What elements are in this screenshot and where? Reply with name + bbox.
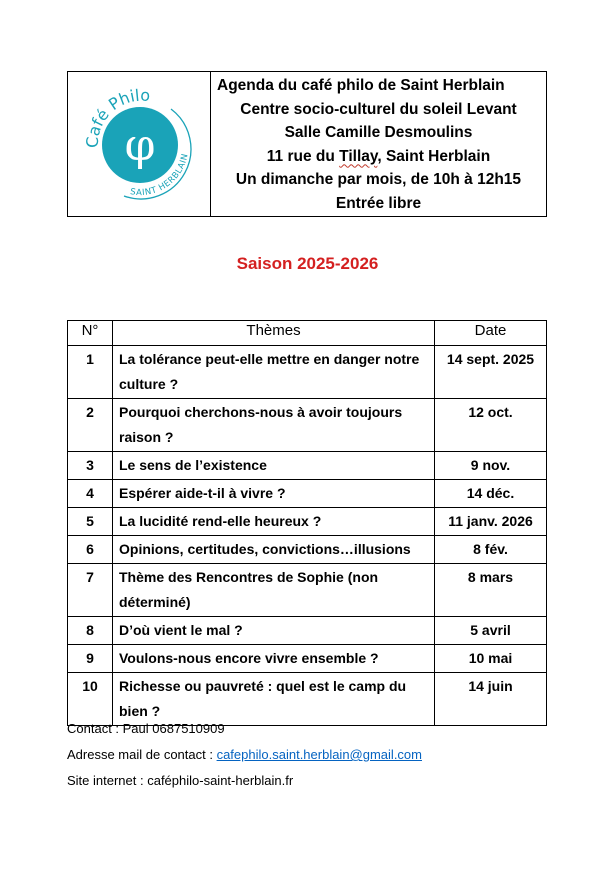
row-num: 8 — [68, 617, 113, 645]
row-date: 14 juin — [435, 673, 547, 726]
table-row — [68, 480, 547, 508]
row-num: 7 — [68, 564, 113, 617]
row-date: 10 mai — [435, 645, 547, 673]
row-num: 5 — [68, 508, 113, 536]
row-date: 8 mars — [435, 564, 547, 617]
table-row — [68, 536, 547, 564]
spellcheck-word: Tillay — [339, 147, 378, 165]
row-date: 9 nov. — [435, 452, 547, 480]
table-row — [68, 346, 547, 399]
header-num: N° — [68, 321, 113, 346]
table-header-row — [68, 321, 547, 346]
logo-phi-symbol: φ — [124, 120, 156, 171]
row-theme: La tolérance peut-elle mettre en danger notre culture ? — [113, 346, 435, 399]
header-title: Agenda du café philo de Saint Herblain — [217, 77, 505, 94]
header-date: Date — [435, 321, 547, 346]
contact-mail-label: Adresse mail de contact : — [67, 747, 217, 762]
table-row — [68, 617, 547, 645]
row-num: 6 — [68, 536, 113, 564]
row-theme: Voulons-nous encore vivre ensemble ? — [113, 645, 435, 673]
header-schedule: Un dimanche par mois, de 10h à 12h15 — [235, 171, 522, 188]
row-theme: Thème des Rencontres de Sophie (non déterminé) — [113, 564, 435, 617]
season-title: Saison 2025-2026 — [236, 254, 379, 273]
row-date: 8 fév. — [435, 536, 547, 564]
logo-subtitle: SAINT HERBLAIN — [129, 152, 191, 199]
row-num: 4 — [68, 480, 113, 508]
row-theme: Opinions, certitudes, convictions…illusions — [113, 536, 435, 564]
row-num: 3 — [68, 452, 113, 480]
cafe-philo-logo — [68, 72, 210, 216]
table-row — [68, 673, 547, 726]
header-venue: Centre socio-culturel du soleil Levant — [240, 100, 517, 118]
agenda-table — [67, 320, 547, 726]
table-row — [68, 452, 547, 480]
row-theme: Richesse ou pauvreté : quel est le camp du bien ? — [113, 673, 435, 726]
header-theme: Thèmes — [113, 321, 435, 346]
row-theme: Le sens de l’existence — [113, 452, 435, 480]
table-row — [68, 645, 547, 673]
contact-phone: Contact : Paul 0687510909 — [67, 721, 225, 736]
row-num: 10 — [68, 673, 113, 726]
row-theme: Pourquoi cherchons-nous à avoir toujours raison ? — [113, 399, 435, 452]
table-row — [68, 508, 547, 536]
row-date: 11 janv. 2026 — [435, 508, 547, 536]
header-room: Salle Camille Desmoulins — [284, 124, 473, 141]
row-num: 2 — [68, 399, 113, 452]
row-date: 14 sept. 2025 — [435, 346, 547, 399]
contact-mail-line — [67, 747, 422, 762]
header-entry: Entrée libre — [335, 194, 422, 212]
row-theme: Espérer aide-t-il à vivre ? — [113, 480, 435, 508]
header-box — [67, 71, 547, 217]
header-info — [211, 72, 546, 216]
logo-title: Café Philo — [82, 85, 151, 149]
contact-website: Site internet : caféphilo-saint-herblain.fr — [67, 773, 294, 788]
contact-mail-link[interactable]: cafephilo.saint.herblain@gmail.com — [216, 747, 422, 762]
row-theme: La lucidité rend-elle heureux ? — [113, 508, 435, 536]
row-theme: D’où vient le mal ? — [113, 617, 435, 645]
table-row — [68, 399, 547, 452]
header-address: 11 rue du Tillay, Saint Herblain — [266, 147, 491, 165]
table-row — [68, 564, 547, 617]
row-num: 9 — [68, 645, 113, 673]
row-date: 5 avril — [435, 617, 547, 645]
row-date: 14 déc. — [435, 480, 547, 508]
logo-cell — [68, 72, 211, 216]
row-date: 12 oct. — [435, 399, 547, 452]
row-num: 1 — [68, 346, 113, 399]
